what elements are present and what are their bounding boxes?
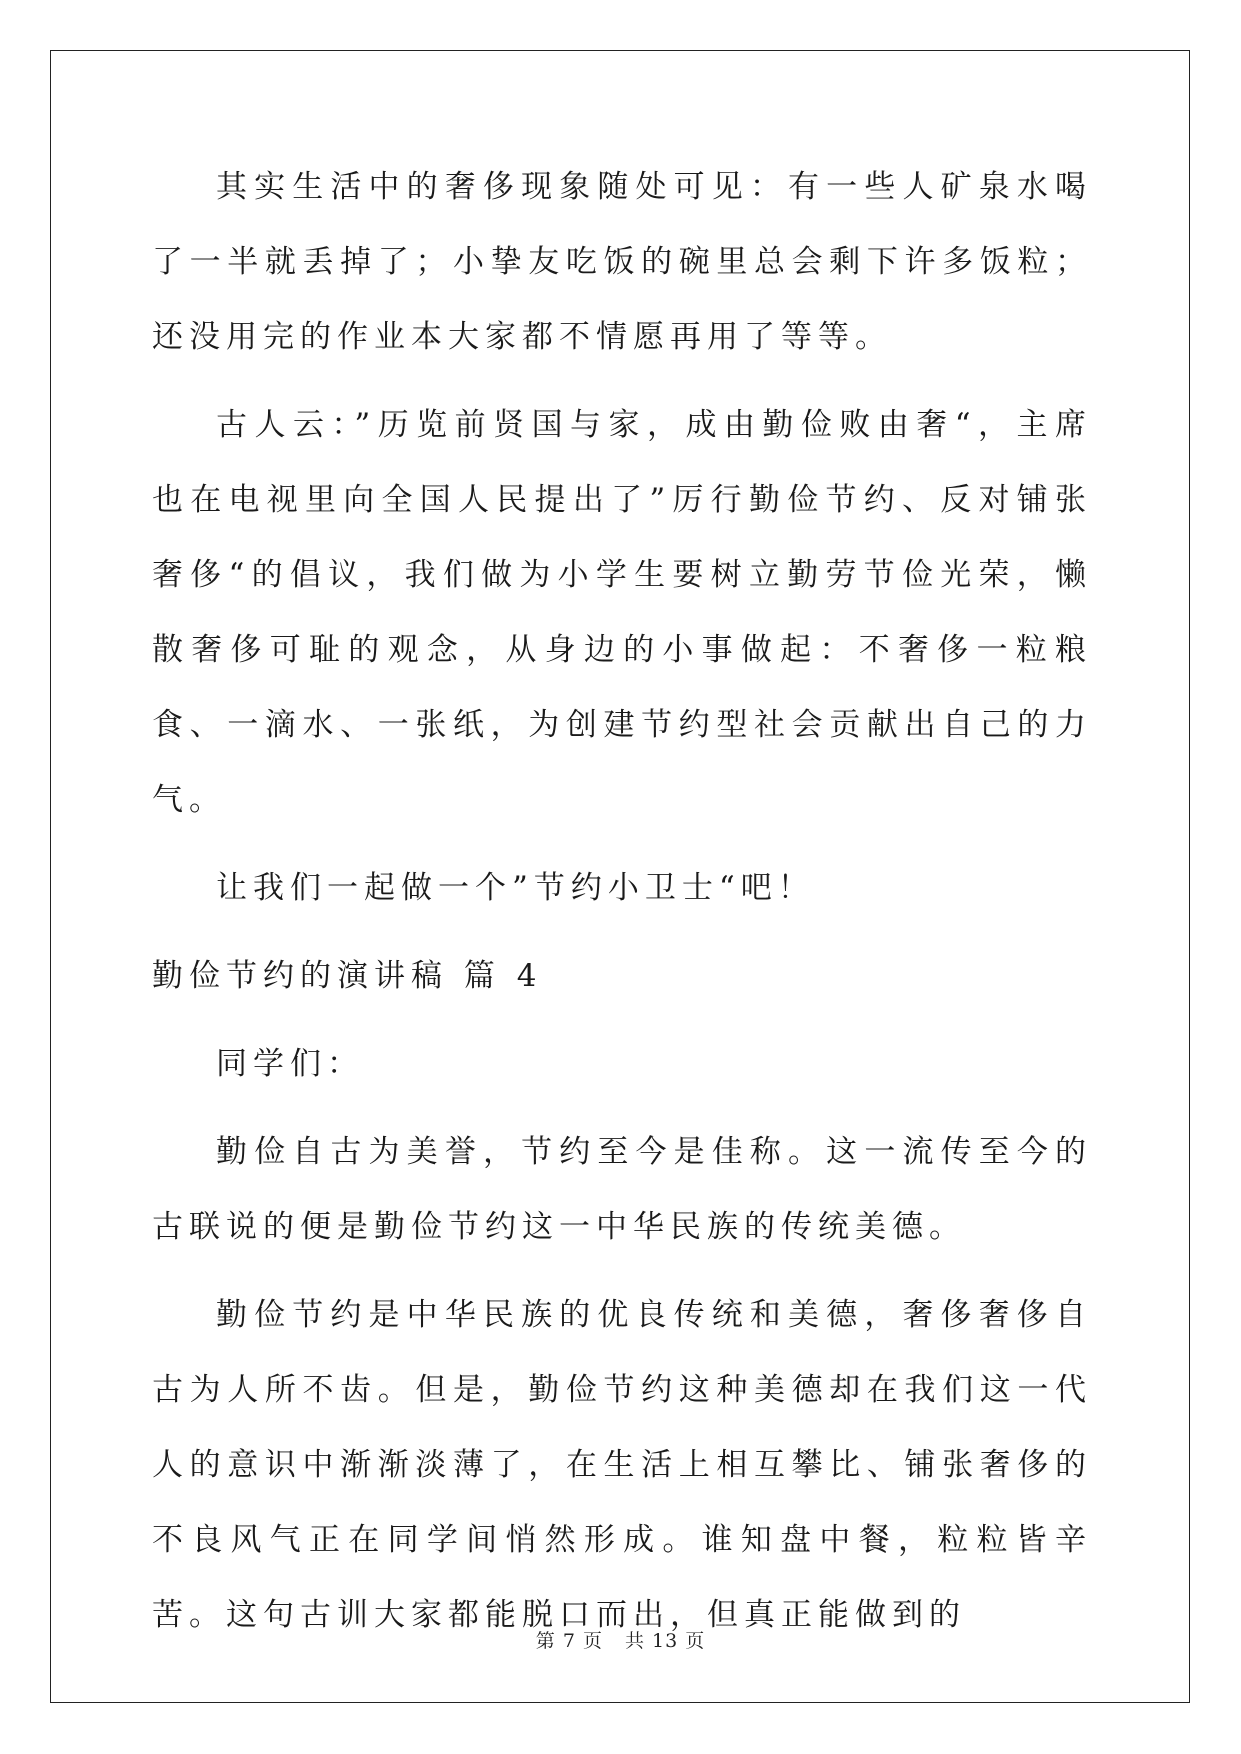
paragraph: 其实生活中的奢侈现象随处可见：有一些人矿泉水喝了一半就丢掉了；小挚友吃饭的碗里总会剩下许多饭粒；还没用完的作业本大家都不情愿再用了等等。 — [152, 169, 1092, 355]
paragraph: 勤俭节约是中华民族的优良传统和美德，奢侈奢侈自古为人所不齿。但是，勤俭节约这种美德却在我们这一代人的意识中渐渐淡薄了，在生活上相互攀比、铺张奢侈的不良风气正在同学间悄然形成。谁知盘中餐，粒粒皆辛苦。这句古训大家都能脱口而出，但真正能做到的 — [152, 1297, 1092, 1633]
paragraph: 让我们一起做一个”节约小卫士“吧！ — [216, 870, 815, 906]
page-number-total: 共 13 页 — [624, 1630, 706, 1652]
page-footer — [0, 1626, 1241, 1653]
paragraph: 同学们： — [216, 1046, 364, 1082]
paragraph: 勤俭自古为美誉，节约至今是佳称。这一流传至今的古联说的便是勤俭节约这一中华民族的传统美德。 — [152, 1134, 1092, 1245]
section-heading: 勤俭节约的演讲稿 篇 4 — [152, 958, 543, 994]
paragraph: 古人云：”历览前贤国与家，成由勤俭败由奢“，主席也在电视里向全国人民提出了”厉行勤俭节约、反对铺张奢侈“的倡议，我们做为小学生要树立勤劳节俭光荣，懒散奢侈可耻的观念，从身边的小事做起：不奢侈一粒粮食、一滴水、一张纸，为创建节约型社会贡献出自己的力气。 — [152, 407, 1092, 818]
document-body — [152, 150, 1092, 1666]
page-number-current: 第 7 页 — [535, 1630, 603, 1652]
